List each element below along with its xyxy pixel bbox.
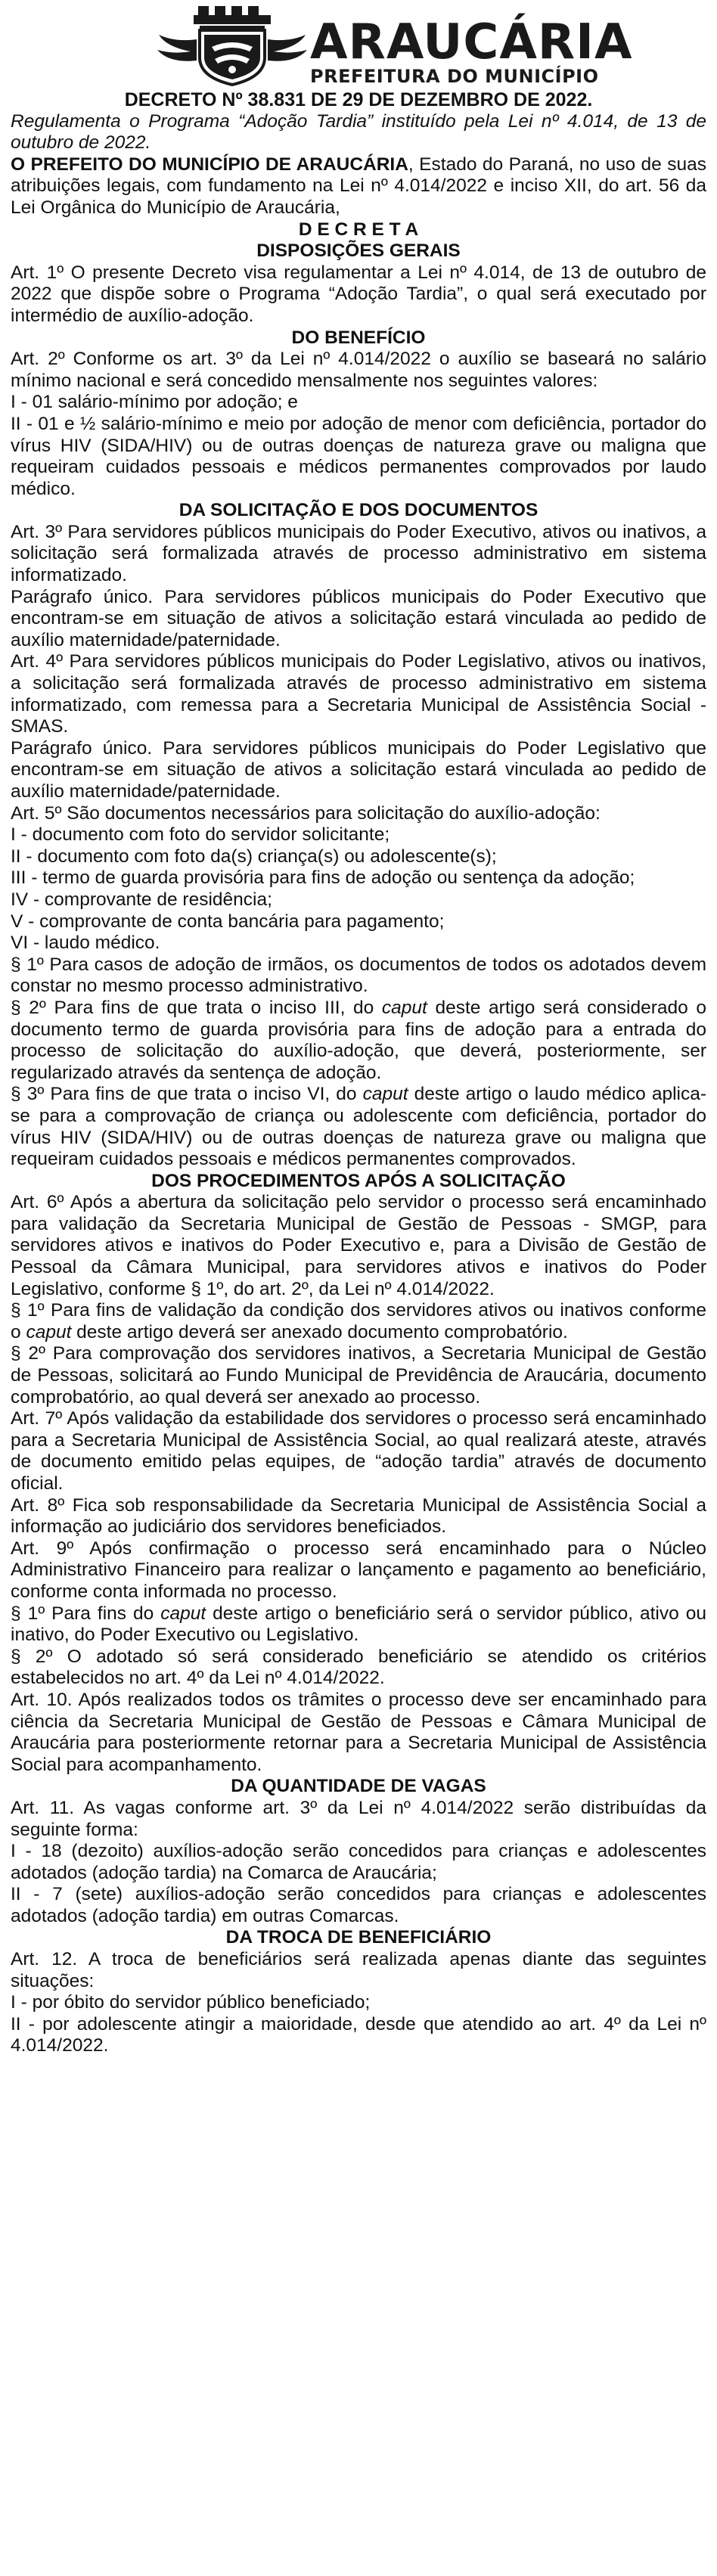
article-paragraph: Art. 2º Conforme os art. 3º da Lei nº 4.014/2022 o auxílio se baseará no salário mínimo nacional e será concedido mensalmente nos seguintes valores: bbox=[11, 349, 706, 391]
article-paragraph: § 2º Para fins de que trata o inciso III, do caput deste artigo será considerado o documento termo de guarda provisória para fins de adoção para a entrada do processo de solicitação do auxílio-adoção, que deverá, posteriormente, ser regularizado através da sentença de adoção. bbox=[11, 997, 706, 1083]
section-heading: DA TROCA DE BENEFICIÁRIO bbox=[225, 1927, 492, 1948]
article-paragraph: § 2º O adotado só será considerado beneficiário se atendido os critérios estabelecidos no art. 4º da Lei nº 4.014/2022. bbox=[11, 1646, 706, 1689]
article-paragraph: Art. 12. A troca de beneficiários será realizada apenas diante das seguintes situações: bbox=[11, 1949, 706, 1991]
article-paragraph: Art. 6º Após a abertura da solicitação pelo servidor o processo será encaminhado para validação da Secretaria Municipal de Gestão de Pessoas - SMGP, para servidores ativos e inativos do Poder Executivo e, para a Divisão de Gestão de Pessoal da Câmara Municipal, para servidores ativos e inativos do Poder Legislativo, conforme § 1º, do art. 2º, da Lei nº 4.014/2022. bbox=[11, 1192, 706, 1299]
article-paragraph: I - 01 salário-mínimo por adoção; e bbox=[11, 392, 298, 413]
article-paragraph: III - termo de guarda provisória para fins de adoção ou sentença da adoção; bbox=[11, 867, 635, 889]
article-paragraph: § 3º Para fins de que trata o inciso VI, do caput deste artigo o laudo médico aplica-se para a comprovação de criança ou adolescente com deficiência, portador do vírus HIV (SIDA/HIV) ou de outras doenças de natureza grave ou maligna que requeiram cuidados pessoais e médicos permanentes comprovados. bbox=[11, 1084, 706, 1170]
article-paragraph: Art. 9º Após confirmação o processo será encaminhado para o Núcleo Administrativo Financeiro para realizar o lançamento e pagamento ao beneficiário, conforme conta informada no processo. bbox=[11, 1538, 706, 1602]
article-paragraph: Parágrafo único. Para servidores públicos municipais do Poder Legislativo que encontram-se em situação de ativos a solicitação estará vinculada ao pedido de auxílio maternidade/paternidade. bbox=[11, 737, 706, 802]
article-paragraph: Art. 10. Após realizados todos os trâmites o processo deve ser encaminhado para ciência da Secretaria Municipal de Gestão de Pessoas e Câmara Municipal de Araucária para posteriormente retornar para a Secretaria Municipal de Assistência Social para acompanhamento. bbox=[11, 1689, 706, 1775]
article-paragraph: II - por adolescente atingir a maioridade, desde que atendido ao art. 4º da Lei nº 4.014/2022. bbox=[11, 2013, 706, 2056]
article-paragraph: Art. 7º Após validação da estabilidade dos servidores o processo será encaminhado para a Secretaria Municipal de Assistência Social, ao qual realizará ateste, através de documento emitido pelas equipes, de “adoção tardia” através de documento oficial. bbox=[11, 1408, 706, 1494]
article-paragraph: Parágrafo único. Para servidores públicos municipais do Poder Executivo que encontram-se em situação de ativos a solicitação estará vinculada ao pedido de auxílio maternidade/paternidade. bbox=[11, 586, 706, 650]
section-heading: DOS PROCEDIMENTOS APÓS A SOLICITAÇÃO bbox=[151, 1170, 566, 1191]
article-paragraph: VI - laudo médico. bbox=[11, 933, 160, 954]
section-heading: DO BENEFÍCIO bbox=[291, 327, 426, 348]
article-paragraph: § 1º Para fins do caput deste artigo o beneficiário será o servidor público, ativo ou inativo, do Poder Executivo ou Legislativo. bbox=[11, 1603, 706, 1646]
decree-sections bbox=[11, 241, 706, 2057]
decree-preamble bbox=[11, 154, 706, 219]
decree-summary: Regulamenta o Programa “Adoção Tardia” instituído pela Lei nº 4.014, de 13 de outubro de 2022. bbox=[11, 110, 706, 154]
decreta-heading: D E C R E T A bbox=[298, 219, 419, 240]
decree-title: DECRETO Nº 38.831 DE 29 DE DEZEMBRO DE 2022. bbox=[124, 89, 593, 110]
section-heading: DA SOLICITAÇÃO E DOS DOCUMENTOS bbox=[178, 500, 539, 521]
logo-wordmark: ARAUCÁRIA bbox=[310, 14, 633, 70]
article-paragraph: IV - comprovante de residência; bbox=[11, 889, 272, 910]
article-paragraph: I - por óbito do servidor público beneficiado; bbox=[11, 1992, 371, 2013]
masthead bbox=[11, 0, 706, 89]
article-paragraph: II - 01 e ½ salário-mínimo e meio por adoção de menor com deficiência, portador do vírus HIV (SIDA/HIV) ou de outras doenças de natureza grave ou maligna que requeiram cuidados pessoais e médicos permanentes comprovados por laudo médico. bbox=[11, 413, 706, 499]
article-paragraph: II - 7 (sete) auxílios-adoção serão concedidos para crianças e adolescentes adotados (adoção tardia) em outras Comarcas. bbox=[11, 1884, 706, 1926]
logo-subtitle: PREFEITURA DO MUNICÍPIO bbox=[310, 66, 599, 87]
preamble-rest: , Estado do Paraná, no uso de suas atribuições legais, com fundamento na Lei nº 4.014/2022 e inciso XII, do art. 56 da Lei Orgânica do Município de Araucária, bbox=[11, 154, 706, 218]
article-paragraph: Art. 11. As vagas conforme art. 3º da Lei nº 4.014/2022 serão distribuídas da seguinte forma: bbox=[11, 1797, 706, 1840]
article-paragraph: I - 18 (dezoito) auxílios-adoção serão concedidos para crianças e adolescentes adotados (adoção tardia) na Comarca de Araucária; bbox=[11, 1841, 706, 1883]
article-paragraph: Art. 5º São documentos necessários para solicitação do auxílio-adoção: bbox=[11, 802, 601, 824]
article-paragraph: V - comprovante de conta bancária para pagamento; bbox=[11, 911, 445, 932]
municipal-crest-icon bbox=[154, 5, 310, 86]
article-paragraph: I - documento com foto do servidor solicitante; bbox=[11, 824, 390, 846]
article-paragraph: Art. 8º Fica sob responsabilidade da Secretaria Municipal de Assistência Social a informação ao judiciário dos servidores beneficiados. bbox=[11, 1494, 706, 1538]
preamble-lead: O PREFEITO DO MUNICÍPIO DE ARAUCÁRIA bbox=[11, 154, 408, 175]
section-heading: DA QUANTIDADE DE VAGAS bbox=[231, 1776, 486, 1797]
article-paragraph: II - documento com foto da(s) criança(s) ou adolescente(s); bbox=[11, 846, 497, 867]
article-paragraph: § 1º Para fins de validação da condição dos servidores ativos ou inativos conforme o caput deste artigo deverá ser anexado documento comprobatório. bbox=[11, 1300, 706, 1342]
decree-body bbox=[11, 89, 706, 2057]
article-paragraph: § 1º Para casos de adoção de irmãos, os documentos de todos os adotados devem constar no mesmo processo administrativo. bbox=[11, 954, 706, 997]
article-paragraph: § 2º Para comprovação dos servidores inativos, a Secretaria Municipal de Gestão de Pessoas, solicitará ao Fundo Municipal de Previdência de Araucária, documento comprobatório, ao qual deverá ser anexado ao processo. bbox=[11, 1343, 706, 1407]
section-heading: DISPOSIÇÕES GERAIS bbox=[256, 241, 461, 262]
brand-block bbox=[310, 14, 633, 87]
article-paragraph: Art. 3º Para servidores públicos municipais do Poder Executivo, ativos ou inativos, a solicitação será formalizada através de processo administrativo em sistema informatizado. bbox=[11, 521, 706, 586]
article-paragraph: Art. 4º Para servidores públicos municipais do Poder Legislativo, ativos ou inativos, a solicitação será formalizada através de processo administrativo em sistema informatizado, com remessa para a Secretaria Municipal de Assistência Social - SMAS. bbox=[11, 651, 706, 737]
article-paragraph: Art. 1º O presente Decreto visa regulamentar a Lei nº 4.014, de 13 de outubro de 2022 que dispõe sobre o Programa “Adoção Tardia”, o qual será executado por intermédio de auxílio-adoção. bbox=[11, 262, 706, 326]
